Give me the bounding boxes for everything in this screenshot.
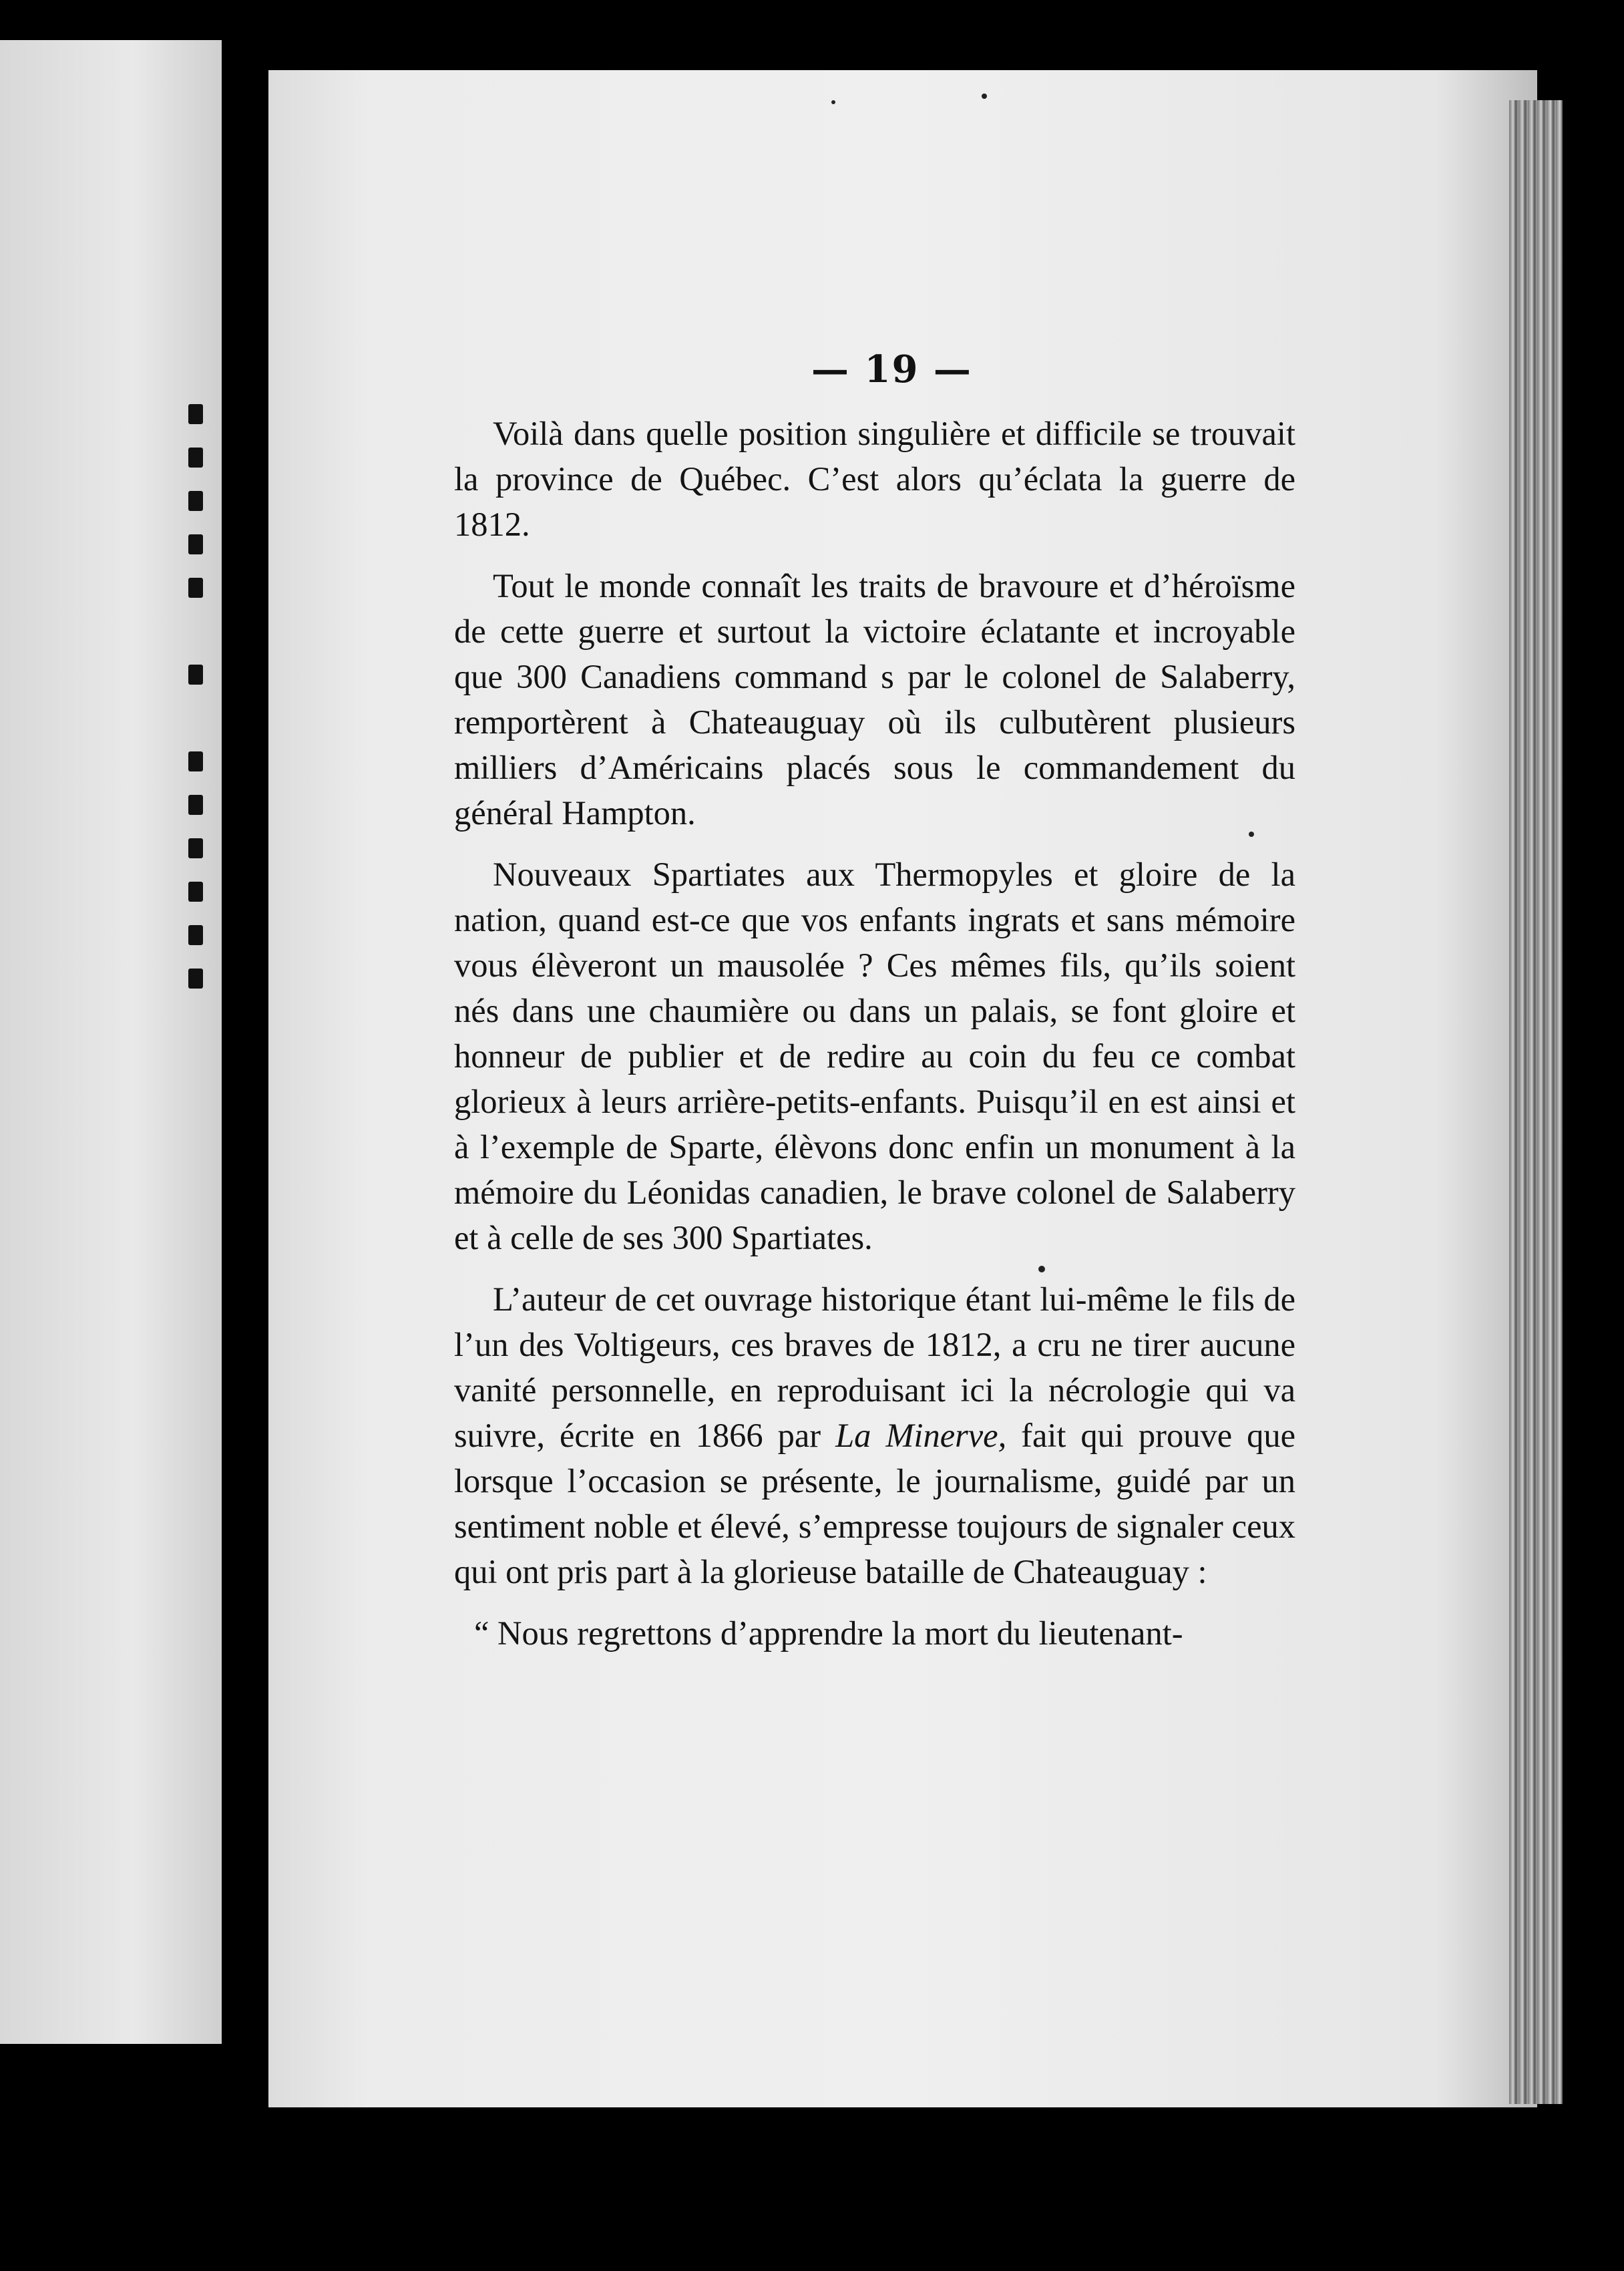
left-page-text-fragment: [188, 795, 203, 815]
left-page-text-fragment: [188, 838, 203, 858]
left-page-text-fragment: [188, 751, 203, 771]
left-page-text-fragment: [188, 491, 203, 511]
left-page-text-fragment: [188, 925, 203, 945]
paragraph: Voilà dans quelle position singulière et difficile se trouvait la province de Québec. C’est alors qu’éclata la guerre de 1812.: [454, 415, 1295, 543]
page-number: — 19 —: [811, 347, 972, 391]
page-stack-edge: [1509, 100, 1563, 2104]
left-page-edge: [0, 40, 222, 2044]
left-page-text-fragment: [188, 404, 203, 424]
paragraph: Tout le monde connaît les traits de bravoure et d’héroïsme de cette guerre et surtout la victoire éclatante et incroyable que 300 Canadiens command s par le colonel de Salaberry, remportèrent à Chateauguay où ils culbutèrent plusieurs milliers d’Américains placés sous le commandement du général Hampton.: [454, 567, 1295, 832]
left-page-text-fragment: [188, 665, 203, 685]
scan-speck: [831, 100, 835, 104]
scan-speck: [982, 94, 987, 99]
paragraph-text: L’auteur de cet ouvrage historique étant lui-même le fils de l’un des Voltigeurs, ces braves de 1812, a cru ne tirer aucune vanité personnelle, en reproduisant ici la nécrologie qui va suivre, écrite en 1866 par: [454, 1280, 1295, 1454]
paragraph: [454, 1276, 1295, 1594]
left-page-text-fragment: [188, 448, 203, 468]
left-page-text-fragment: [188, 882, 203, 902]
book-gutter: [222, 0, 268, 2271]
paragraph-text: fait qui prouve que lorsque l’occasion se présente, le journalisme, guidé par un sentiment noble et élevé, s’empresse toujours de signaler ceux qui ont pris part à la glorieuse bataille de Chateauguay :: [454, 1417, 1295, 1590]
left-page-text-fragment: [188, 578, 203, 598]
newspaper-title: La Minerve,: [835, 1417, 1007, 1454]
paragraph: Nouveaux Spartiates aux Thermopyles et gloire de la nation, quand est-ce que vos enfants ingrats et sans mémoire vous élèveront un mausolée ? Ces mêmes fils, qu’ils soient nés dans une chaumière ou dans un palais, se font gloire et honneur de publier et de redire au coin du feu ce combat glorieux à leurs arrière-petits-enfants. Puisqu’il en est ainsi et à l’exemple de Sparte, élèvons donc enfin un monument à la mémoire du Léonidas canadien, le brave colonel de Salaberry et à celle de ses 300 Spartiates.: [454, 856, 1295, 1256]
body-text: [454, 411, 1295, 1672]
left-page-text-fragment: [188, 534, 203, 554]
quote-line: “ Nous regrettons d’apprendre la mort du lieutenant-: [474, 1614, 1183, 1652]
left-page-text-fragment: [188, 969, 203, 989]
